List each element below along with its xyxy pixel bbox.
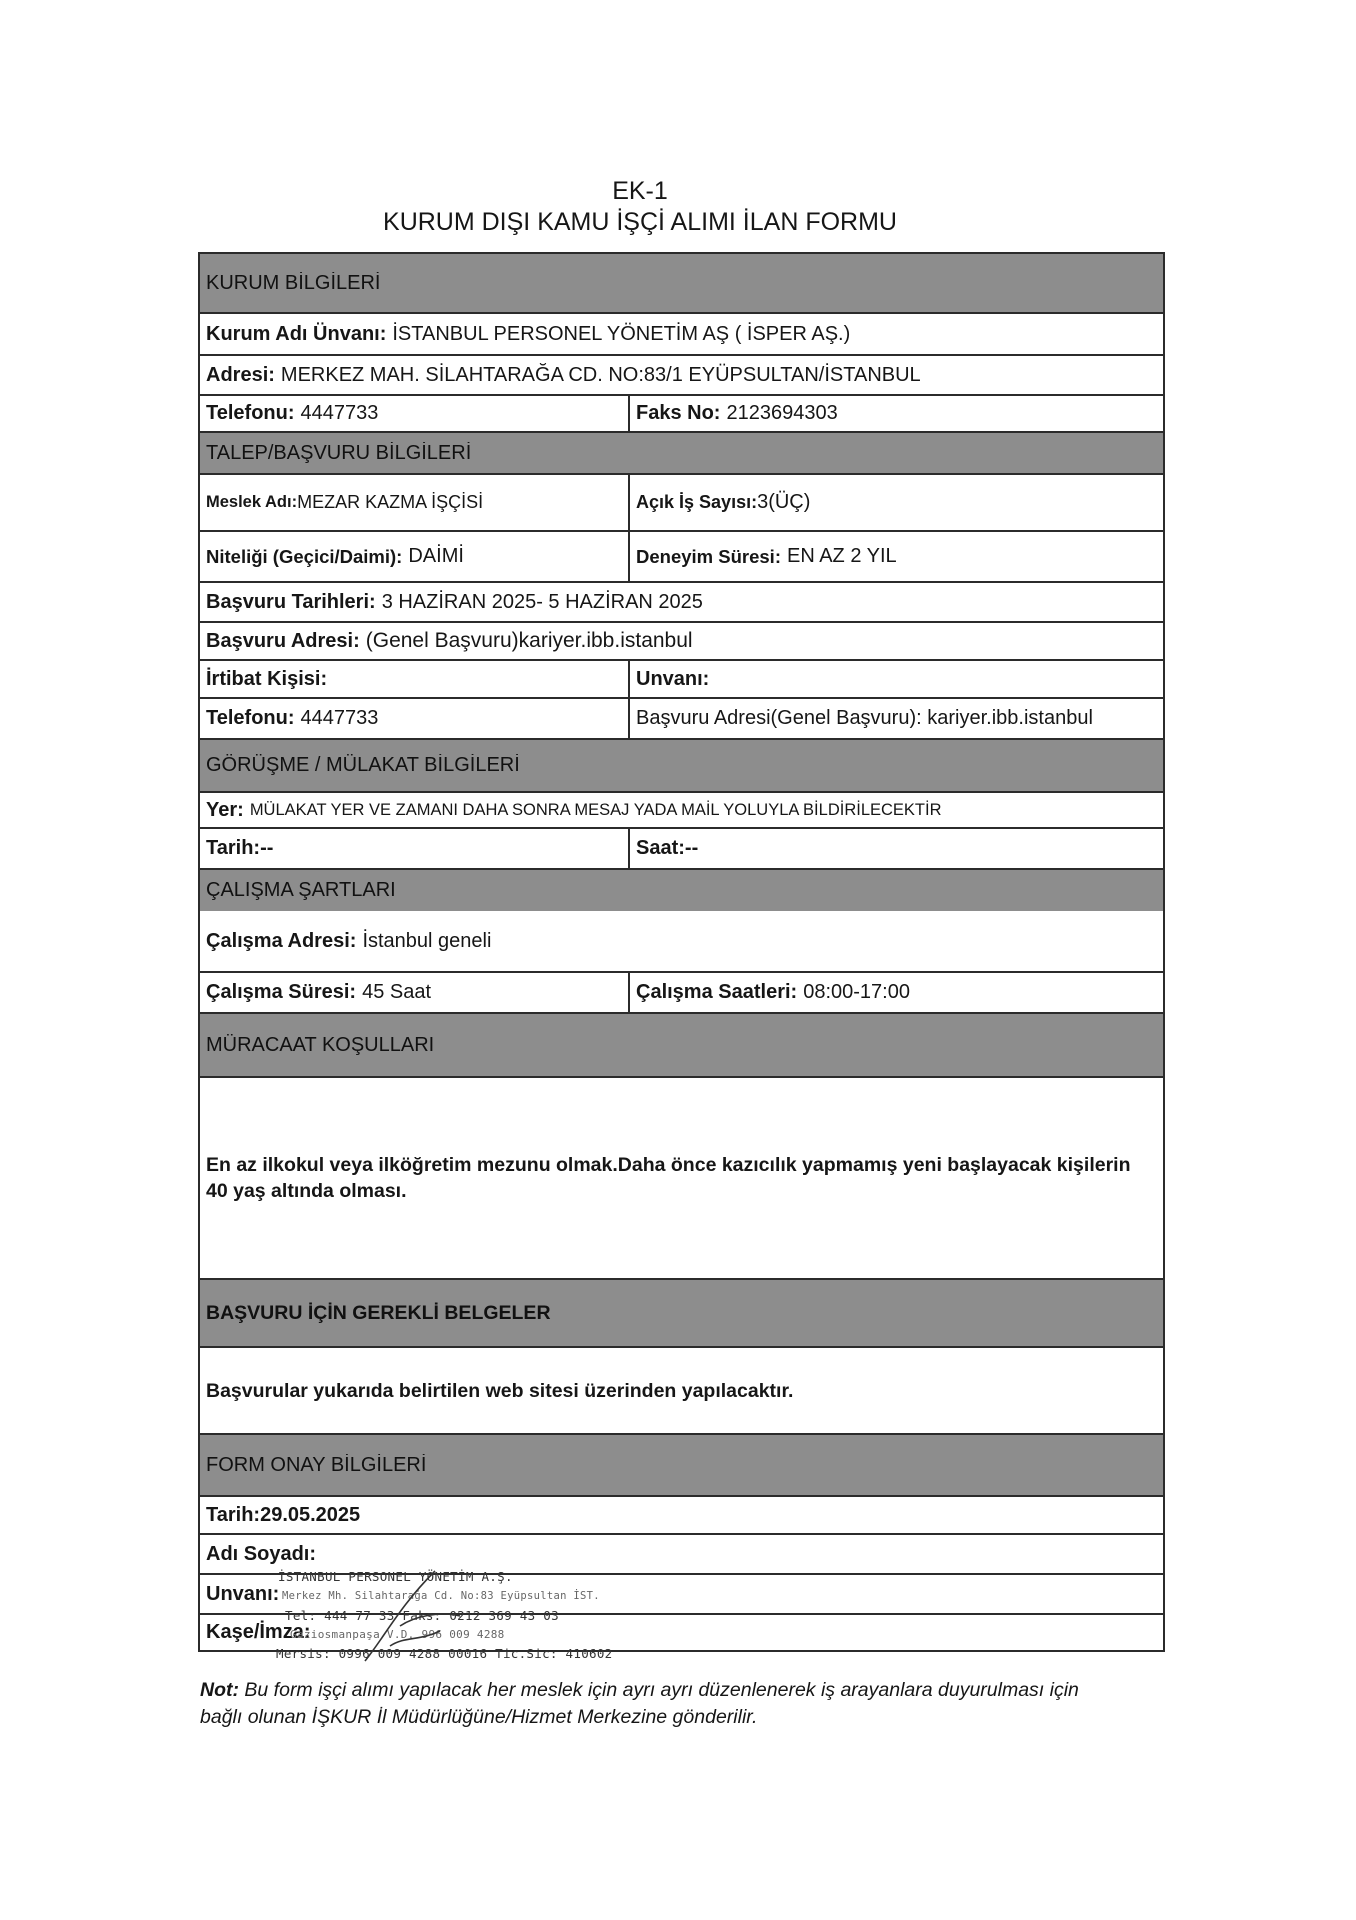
- note-text: Bu form işçi alımı yapılacak her meslek için ayrı ayrı düzenlenerek iş arayanlara duyurulması için bağlı olunan İŞKUR İl Müdürlüğüne/Hizmet Merkezine gönderilir.: [200, 1679, 1079, 1728]
- stamp-line-4: Gaziosmanpaşa V.D. 996 009 4288: [290, 1628, 505, 1641]
- row-irtibat-telefon: [200, 697, 1163, 738]
- kurum-adres-value: MERKEZ MAH. SİLAHTARAĞA CD. NO:83/1 EYÜPSULTAN/İSTANBUL: [280, 363, 921, 386]
- row-kurum-telefon: [200, 394, 1163, 431]
- gorusme-saat-label: Saat:--: [636, 837, 699, 859]
- kurum-adi-label: Kurum Adı Ünvanı:: [206, 322, 387, 345]
- calisma-sure-value: 45 Saat: [362, 981, 432, 1003]
- calisma-saat-label: Çalışma Saatleri:: [636, 981, 798, 1003]
- irtibat-adres-value: Başvuru Adresi(Genel Başvuru): kariyer.ibb.istanbul: [636, 707, 1093, 729]
- section-gorusme: [200, 738, 1163, 791]
- deneyim-value: EN AZ 2 YIL: [786, 545, 897, 567]
- nitelik-label: Niteliği (Geçici/Daimi):: [206, 545, 403, 567]
- section-kurum: [200, 254, 1163, 312]
- onay-tarih-label: Tarih:29.05.2025: [206, 1503, 361, 1526]
- row-kurum-adi: [200, 312, 1163, 354]
- section-gorusme-title: GÖRÜŞME / MÜLAKAT BİLGİLERİ: [206, 754, 520, 776]
- yer-label: Yer:: [206, 798, 244, 821]
- form-title: KURUM DIŞI KAMU İŞÇİ ALIMI İLAN FORMU: [383, 208, 897, 236]
- basvuru-adres-label: Başvuru Adresi:: [206, 629, 360, 652]
- stamp-line-1: İSTANBUL PERSONEL YÖNETİM A.Ş.: [278, 1569, 513, 1584]
- section-kurum-title: KURUM BİLGİLERİ: [206, 271, 381, 294]
- annex-label: EK-1: [612, 177, 668, 205]
- calisma-sure-label: Çalışma Süresi:: [206, 981, 357, 1003]
- stamp-line-2: Merkez Mh. Silahtarağa Cd. No:83 Eyüpsultan İST.: [282, 1590, 600, 1602]
- row-irtibat: [200, 659, 1163, 697]
- row-belgeler-text: [200, 1346, 1163, 1433]
- section-onay: [200, 1433, 1163, 1495]
- row-onay-tarih: [200, 1495, 1163, 1533]
- section-muracaat: [200, 1012, 1163, 1076]
- irtibat-telefon-label: Telefonu:: [206, 707, 295, 729]
- form-header: [0, 176, 1280, 238]
- kurum-adres-label: Adresi:: [206, 363, 275, 386]
- onay-unvan-label: Unvanı:: [206, 1582, 280, 1605]
- adi-soyadi-label: Adı Soyadı:: [206, 1542, 317, 1565]
- footer-note: [200, 1677, 1080, 1731]
- section-talep: [200, 431, 1163, 473]
- irtibat-label: İrtibat Kişisi:: [206, 667, 328, 690]
- row-muracaat-text: [200, 1076, 1163, 1278]
- basvuru-tarih-value: 3 HAZİRAN 2025- 5 HAZİRAN 2025: [381, 590, 703, 613]
- kurum-telefon-value: 4447733: [300, 402, 379, 424]
- announcement-form: [198, 252, 1165, 1652]
- meslek-label: Meslek Adı:: [206, 493, 298, 511]
- calisma-adres-label: Çalışma Adresi:: [206, 929, 357, 952]
- section-talep-title: TALEP/BAŞVURU BİLGİLERİ: [206, 441, 472, 464]
- row-nitelik: [200, 530, 1163, 581]
- yer-value: MÜLAKAT YER VE ZAMANI DAHA SONRA MESAJ YADA MAİL YOLUYLA BİLDİRİLECEKTİR: [249, 800, 942, 819]
- meslek-value: MEZAR KAZMA İŞÇİSİ: [297, 492, 484, 512]
- gorusme-tarih-label: Tarih:--: [206, 837, 274, 859]
- kurum-faks-label: Faks No:: [636, 402, 721, 424]
- muracaat-text: En az ilkokul veya ilköğretim mezunu olmak.Daha önce kazıcılık yapmamış yeni başlayacak kişilerin 40 yaş altında olması.: [206, 1154, 1131, 1202]
- section-calisma-title: ÇALIŞMA ŞARTLARI: [206, 879, 396, 901]
- kase-imza-label: Kaşe/İmza:: [206, 1621, 311, 1643]
- section-calisma: [200, 868, 1163, 911]
- acik-is-label: Açık İş Sayısı:: [636, 492, 758, 512]
- kurum-faks-value: 2123694303: [726, 402, 838, 424]
- unvan-label: Unvanı:: [636, 667, 710, 690]
- row-yer: [200, 791, 1163, 827]
- calisma-saat-value: 08:00-17:00: [803, 981, 910, 1003]
- belgeler-text: Başvurular yukarıda belirtilen web sitesi üzerinden yapılacaktır.: [206, 1379, 794, 1402]
- kurum-telefon-label: Telefonu:: [206, 402, 295, 424]
- section-belgeler: [200, 1278, 1163, 1346]
- row-calisma-suresi: [200, 971, 1163, 1012]
- section-onay-title: FORM ONAY BİLGİLERİ: [206, 1453, 427, 1476]
- acik-is-value: 3(ÜÇ): [757, 491, 811, 513]
- row-calisma-adresi: [200, 911, 1163, 971]
- row-adi-soyadi: [200, 1533, 1163, 1573]
- row-basvuru-tarihleri: [200, 581, 1163, 621]
- stamp-line-3: Tel: 444 77 33 Faks: 0212 369 43 03: [285, 1608, 559, 1623]
- basvuru-adres-value: (Genel Başvuru)kariyer.ibb.istanbul: [365, 629, 693, 652]
- note-label: Not:: [200, 1679, 239, 1701]
- nitelik-value: DAİMİ: [408, 545, 464, 567]
- row-basvuru-adresi: [200, 621, 1163, 659]
- calisma-adres-value: İstanbul geneli: [362, 929, 492, 952]
- row-tarih-saat: [200, 827, 1163, 868]
- stamp-line-5: Mersis: 0996 009 4288 00016 Tic.Sic: 410602: [276, 1646, 613, 1661]
- irtibat-telefon-value: 4447733: [300, 707, 379, 729]
- section-muracaat-title: MÜRACAAT KOŞULLARI: [206, 1033, 435, 1056]
- signature-mark: [360, 1566, 470, 1666]
- basvuru-tarih-label: Başvuru Tarihleri:: [206, 590, 376, 613]
- deneyim-label: Deneyim Süresi:: [636, 545, 781, 567]
- row-kurum-adres: [200, 354, 1163, 394]
- section-belgeler-title: BAŞVURU İÇİN GEREKLİ BELGELER: [206, 1301, 551, 1324]
- row-meslek: [200, 473, 1163, 530]
- kurum-adi-value: İSTANBUL PERSONEL YÖNETİM AŞ ( İSPER AŞ.): [392, 322, 851, 345]
